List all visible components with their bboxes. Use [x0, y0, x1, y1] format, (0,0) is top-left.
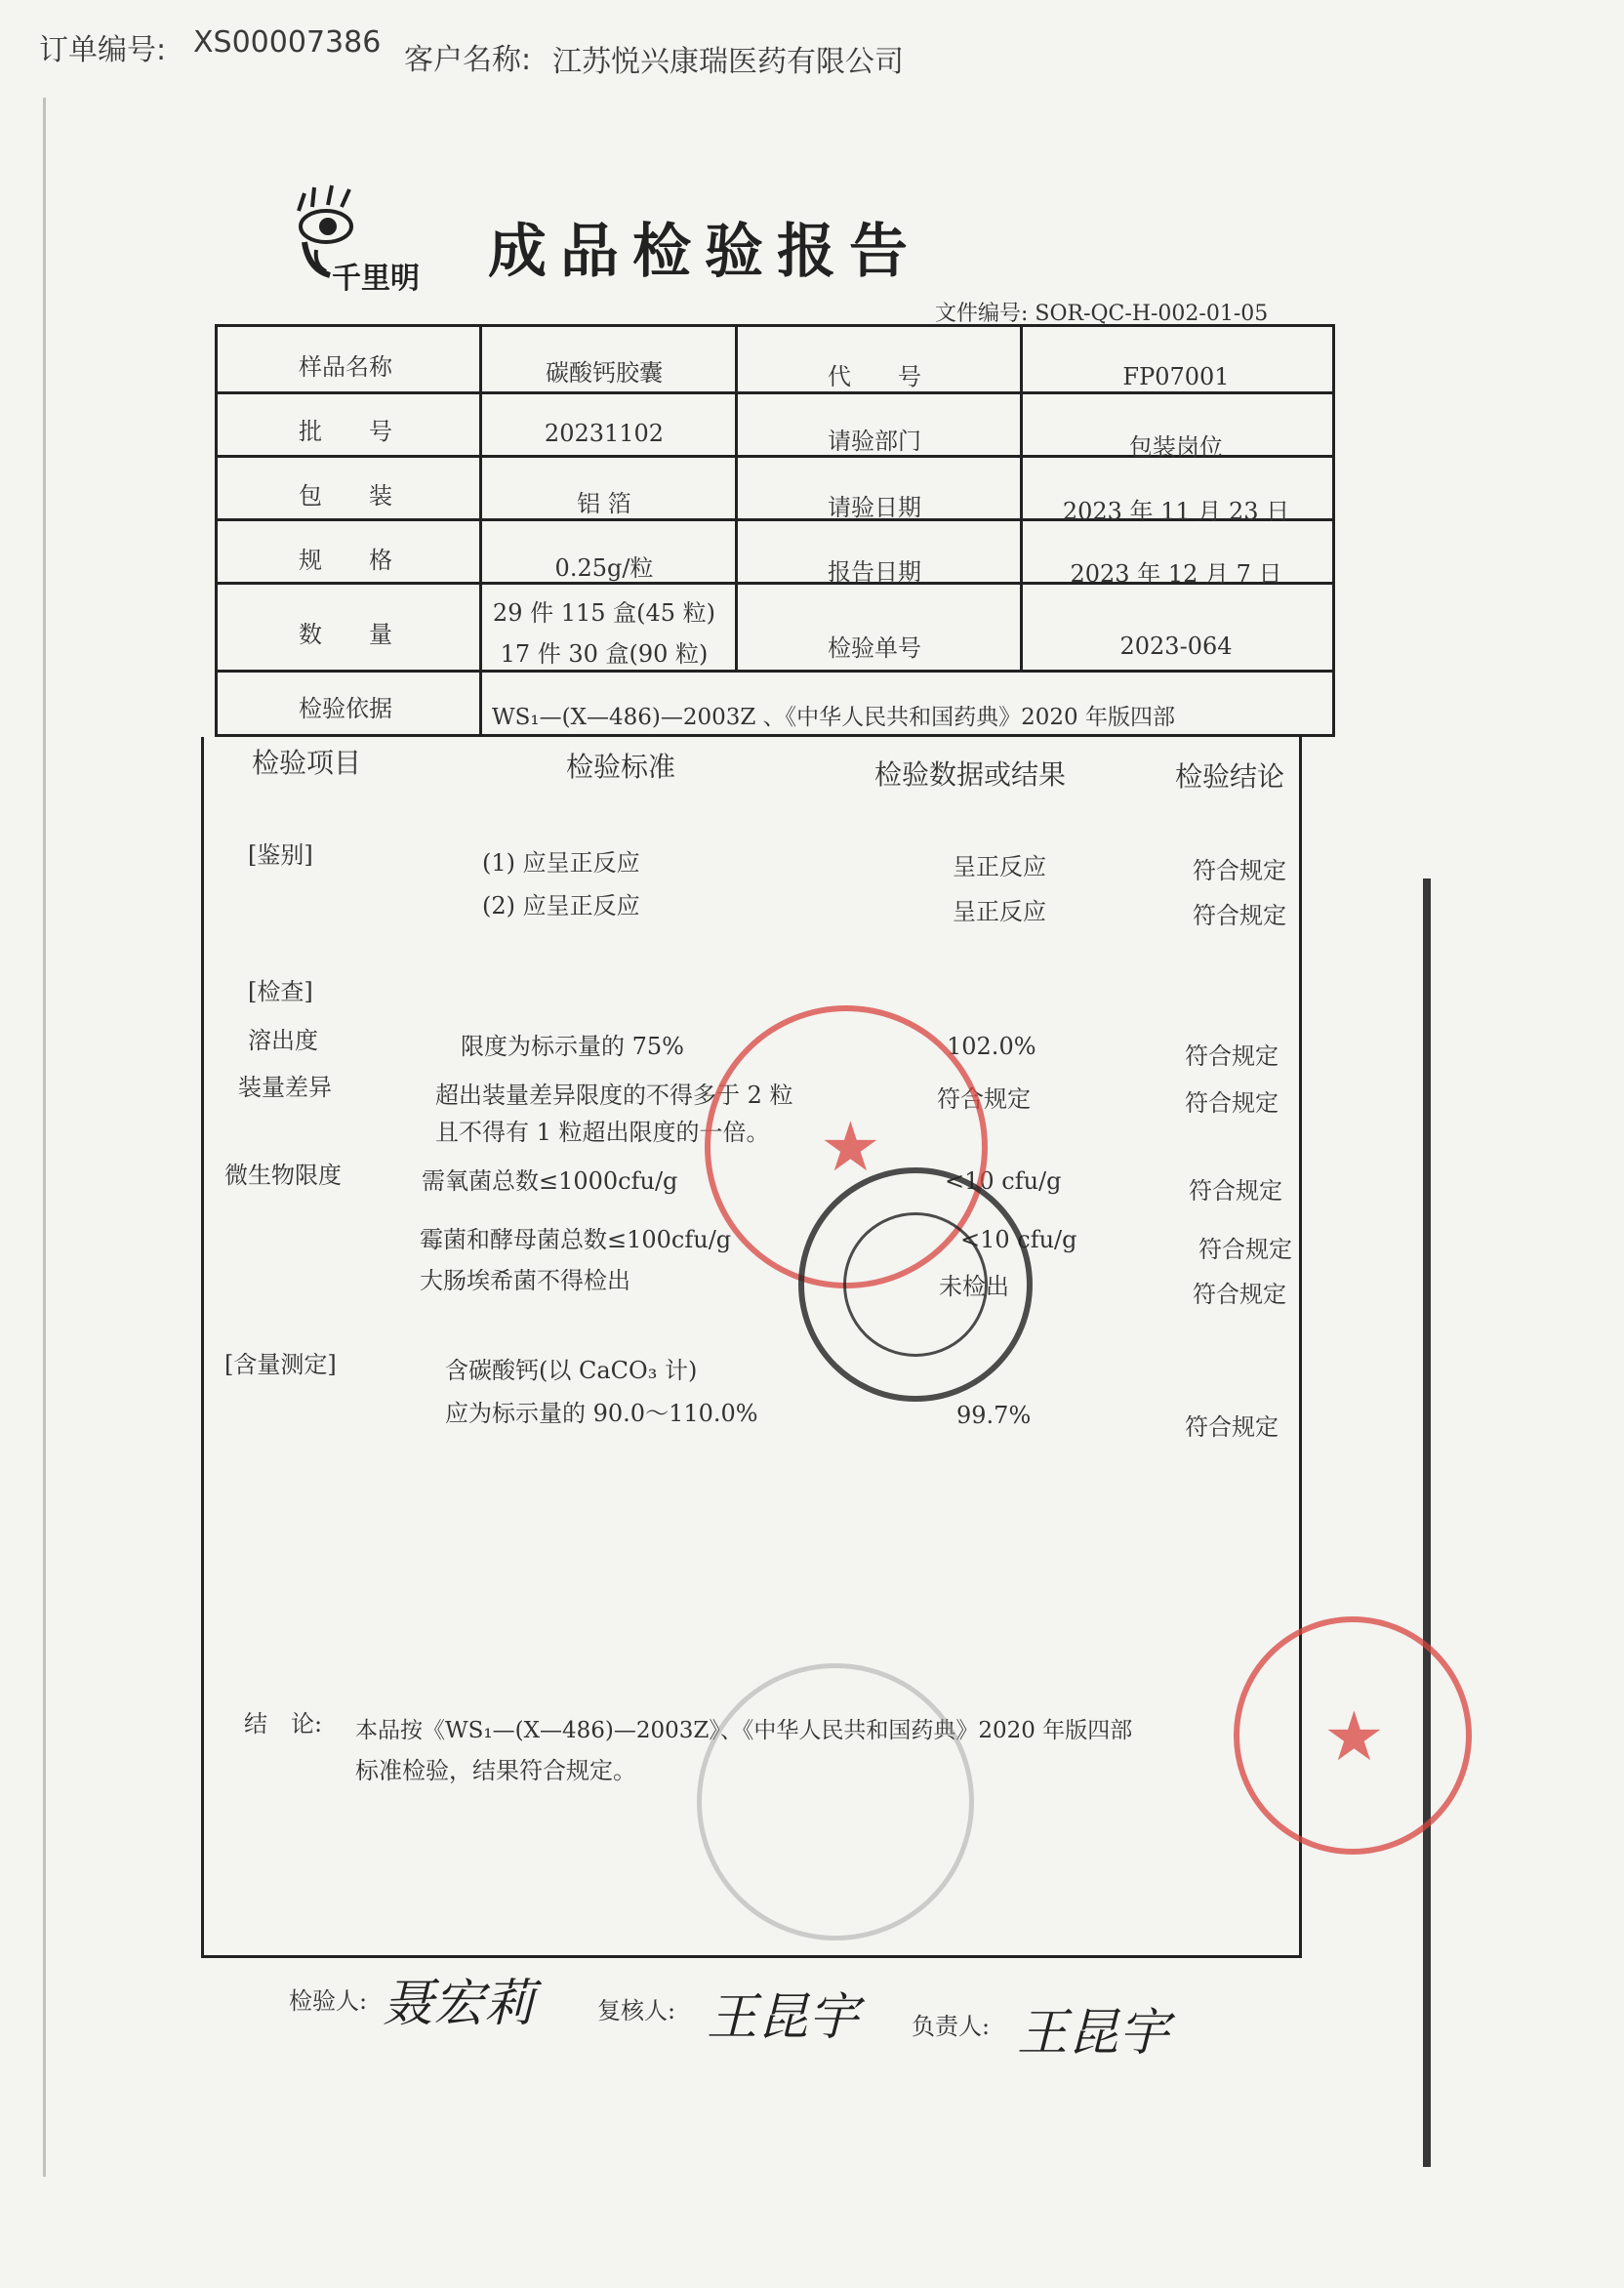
fill-variation-result: 符合规定 [937, 1085, 1031, 1113]
fill-variation-conclusion: 符合规定 [1185, 1089, 1279, 1117]
quantity-label: 数 量 [299, 621, 392, 648]
stamp-star-icon: ★ [820, 1107, 881, 1187]
department-label: 请验部门 [828, 428, 921, 455]
mold-yeast-result: <10 cfu/g [960, 1226, 1077, 1253]
black-inspection-stamp [798, 1167, 1033, 1402]
code-label: 代 号 [828, 363, 921, 390]
sample-name: 碳酸钙胶囊 [546, 359, 663, 387]
ident2-standard: (2) 应呈正反应 [482, 892, 640, 919]
packaging: 铝 箔 [577, 490, 631, 517]
logo-text: 千里明 [332, 262, 420, 296]
ident2-result: 呈正反应 [953, 898, 1046, 925]
code: FP07001 [1122, 363, 1230, 390]
order-number: XS00007386 [193, 25, 382, 60]
packaging-label: 包 装 [299, 482, 392, 510]
document-number: 文件编号: SOR-QC-H-002-01-05 [935, 302, 1269, 326]
ecoli-result: 未检出 [939, 1273, 1009, 1300]
specification-label: 规 格 [299, 547, 392, 574]
dissolution-item: 溶出度 [248, 1027, 318, 1054]
request-date: 2023 年 11 月 23 日 [1062, 498, 1290, 525]
scan-edge-right [1423, 878, 1431, 2167]
microbial-limit-item: 微生物限度 [224, 1162, 342, 1189]
aerobic-conclusion: 符合规定 [1189, 1177, 1282, 1205]
dissolution-result: 102.0% [947, 1033, 1036, 1060]
fill-variation-standard-1: 超出装量差异限度的不得多于 2 粒 [435, 1082, 793, 1109]
customer-name-label: 客户名称: [404, 43, 532, 77]
assay-result: 99.7% [956, 1402, 1032, 1429]
manager-label: 负责人: [912, 2013, 991, 2040]
conclusion-label: 结 论: [244, 1710, 323, 1737]
dissolution-conclusion: 符合规定 [1185, 1042, 1279, 1070]
assay-standard-2: 应为标示量的 90.0～110.0% [445, 1400, 758, 1427]
section-identification: [鉴别] [248, 841, 313, 869]
dissolution-standard: 限度为标示量的 75% [461, 1033, 684, 1060]
sample-name-label: 样品名称 [299, 353, 392, 381]
ecoli-standard: 大肠埃希菌不得检出 [420, 1267, 630, 1294]
reviewer-signature: 王昆宇 [707, 1988, 860, 2047]
quantity-line-1: 29 件 115 盒(45 粒) [492, 599, 716, 627]
ident1-standard: (1) 应呈正反应 [482, 849, 640, 877]
section-check: [检查] [248, 978, 313, 1005]
specification: 0.25g/粒 [554, 554, 654, 582]
col-header-conclusion: 检验结论 [1175, 760, 1285, 793]
aerobic-result: <10 cfu/g [945, 1167, 1062, 1195]
test-basis-label: 检验依据 [299, 695, 392, 722]
inspector-signature: 聂宏莉 [383, 1975, 536, 2033]
section-assay: [含量测定] [224, 1351, 337, 1378]
ecoli-conclusion: 符合规定 [1193, 1281, 1286, 1308]
department: 包装岗位 [1129, 433, 1223, 461]
request-date-label: 请验日期 [828, 494, 921, 521]
scan-edge-left [43, 98, 46, 2177]
assay-conclusion: 符合规定 [1185, 1413, 1279, 1441]
inspector-label: 检验人: [289, 1987, 368, 2015]
fill-variation-standard-2: 且不得有 1 粒超出限度的一倍。 [435, 1119, 770, 1146]
assay-standard-1: 含碳酸钙(以 CaCO₃ 计) [445, 1357, 698, 1384]
order-number-label: 订单编号: [39, 33, 167, 67]
conclusion-line-2: 标准检验，结果符合规定。 [355, 1757, 636, 1784]
ident2-conclusion: 符合规定 [1193, 902, 1286, 929]
batch-label: 批 号 [299, 418, 392, 445]
fill-variation-item: 装量差异 [238, 1074, 332, 1101]
conclusion-line-1: 本品按《WS₁—(X—486)—2003Z》、《中华人民共和国药典》2020 年版四部 [355, 1718, 1133, 1743]
manager-signature: 王昆宇 [1017, 2004, 1170, 2063]
report-date-label: 报告日期 [828, 558, 921, 586]
batch-number: 20231102 [544, 420, 665, 447]
gray-faded-stamp [697, 1663, 974, 1941]
report-title: 成品检验报告 [488, 218, 921, 286]
quantity-line-2: 17 件 30 盒(90 粒) [500, 640, 709, 668]
customer-stamp-star-icon: ★ [1323, 1696, 1385, 1777]
col-header-item: 检验项目 [252, 747, 362, 779]
ident1-result: 呈正反应 [953, 853, 1046, 880]
col-header-result: 检验数据或结果 [874, 758, 1067, 791]
ident1-conclusion: 符合规定 [1193, 857, 1286, 884]
test-number-label: 检验单号 [828, 634, 921, 662]
customer-name: 江苏悦兴康瑞医药有限公司 [552, 45, 904, 79]
col-header-standard: 检验标准 [566, 751, 676, 783]
reviewer-label: 复核人: [597, 1997, 676, 2024]
test-basis: WS₁—(X—486)—2003Z 、《中华人民共和国药典》2020 年版四部 [492, 705, 1176, 730]
mold-yeast-conclusion: 符合规定 [1198, 1236, 1292, 1263]
red-customer-stamp [1234, 1616, 1472, 1855]
mold-yeast-standard: 霉菌和酵母菌总数≤100cfu/g [420, 1226, 732, 1253]
report-date: 2023 年 12 月 7 日 [1070, 560, 1282, 588]
aerobic-standard: 需氧菌总数≤1000cfu/g [422, 1167, 678, 1195]
test-number: 2023-064 [1119, 633, 1233, 660]
